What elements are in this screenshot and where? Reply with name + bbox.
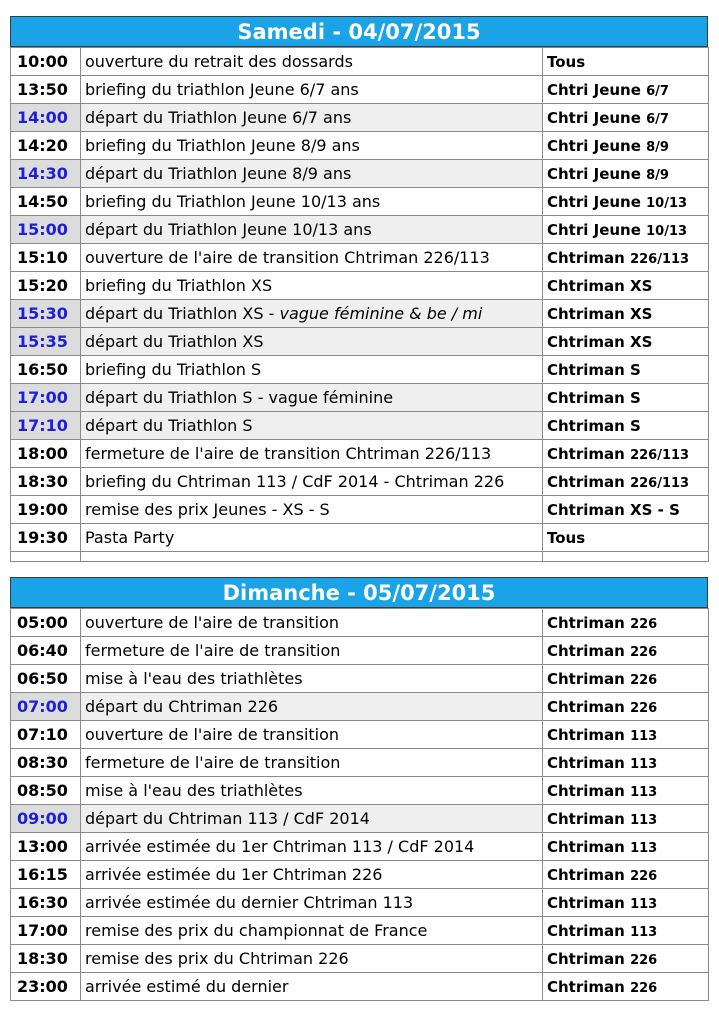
row-time: 16:15 (11, 861, 81, 889)
row-time: 06:50 (11, 665, 81, 693)
row-participants (543, 496, 709, 524)
row-description (81, 48, 543, 76)
schedule-row (11, 833, 709, 861)
schedule-row (11, 609, 709, 637)
schedule-row (11, 384, 709, 412)
participants-label: Chtriman (547, 444, 625, 463)
participants-label: Chtriman (547, 248, 625, 267)
row-time: 17:00 (11, 384, 81, 412)
row-description (81, 496, 543, 524)
row-description-text: ouverture de l'aire de transition (85, 613, 340, 632)
participants-label: Chtri Jeune (547, 164, 641, 183)
row-participants (543, 356, 709, 384)
row-description (81, 861, 543, 889)
row-description (81, 244, 543, 272)
participants-label: Chtriman (547, 977, 625, 996)
row-description-text: briefing du Triathlon XS (85, 276, 273, 295)
schedule-row (11, 300, 709, 328)
row-participants (543, 945, 709, 973)
participants-label: Chtriman (547, 921, 625, 940)
participants-label: Chtriman (547, 837, 625, 856)
row-time: 18:30 (11, 945, 81, 973)
spacer-cell (81, 552, 543, 562)
participants-category: 6/7 (646, 111, 669, 127)
row-description-text: arrivée estimée du dernier Chtriman 113 (85, 893, 414, 912)
row-description-text: ouverture de l'aire de transition Chtriman 226/113 (85, 248, 490, 267)
row-time: 10:00 (11, 48, 81, 76)
row-time: 07:00 (11, 693, 81, 721)
row-participants (543, 693, 709, 721)
sunday-header: Dimanche - 05/07/2015 (10, 577, 708, 608)
participants-category: 8/9 (646, 139, 669, 155)
schedule-row (11, 665, 709, 693)
row-participants (543, 973, 709, 1001)
schedule-row (11, 637, 709, 665)
participants-category: 226 (630, 980, 658, 996)
row-description-text: remise des prix Jeunes - XS - S (85, 500, 330, 519)
row-description-text: départ du Chtriman 113 / CdF 2014 (85, 809, 370, 828)
row-time: 19:30 (11, 524, 81, 552)
participants-label: Chtriman S (547, 388, 641, 407)
row-description (81, 721, 543, 749)
row-description (81, 104, 543, 132)
row-description-text: briefing du Triathlon S (85, 360, 262, 379)
row-time: 07:10 (11, 721, 81, 749)
schedule-row (11, 917, 709, 945)
row-description-text: briefing du triathlon Jeune 6/7 ans (85, 80, 359, 99)
row-participants (543, 412, 709, 440)
schedule-row (11, 244, 709, 272)
row-description (81, 300, 543, 328)
row-description (81, 917, 543, 945)
row-description-text: fermeture de l'aire de transition Chtriman 226/113 (85, 444, 492, 463)
participants-category: 226 (630, 616, 658, 632)
participants-category: 226/113 (630, 251, 690, 267)
row-time: 15:20 (11, 272, 81, 300)
schedule-row (11, 693, 709, 721)
participants-category: 226/113 (630, 475, 690, 491)
row-description-text: mise à l'eau des triathlètes (85, 669, 303, 688)
row-participants (543, 104, 709, 132)
schedule-row (11, 861, 709, 889)
row-description-text: arrivée estimé du dernier (85, 977, 289, 996)
row-participants (543, 300, 709, 328)
row-participants (543, 216, 709, 244)
row-description-text: ouverture du retrait des dossards (85, 52, 353, 71)
schedule-row (11, 496, 709, 524)
row-time: 15:35 (11, 328, 81, 356)
row-participants (543, 805, 709, 833)
row-description-text: départ du Chtriman 226 (85, 697, 279, 716)
row-description (81, 216, 543, 244)
row-description (81, 160, 543, 188)
row-description (81, 272, 543, 300)
row-time: 14:20 (11, 132, 81, 160)
row-description (81, 188, 543, 216)
row-description (81, 805, 543, 833)
spacer-cell (543, 552, 709, 562)
participants-label: Chtriman S (547, 416, 641, 435)
row-description (81, 384, 543, 412)
row-time: 13:50 (11, 76, 81, 104)
schedule-row (11, 973, 709, 1001)
participants-label: Chtriman (547, 753, 625, 772)
schedule-row (11, 160, 709, 188)
schedule-row (11, 328, 709, 356)
participants-category: 113 (630, 784, 658, 800)
row-description (81, 973, 543, 1001)
participants-category: 10/13 (646, 223, 688, 239)
row-description (81, 468, 543, 496)
row-description (81, 412, 543, 440)
row-time: 08:50 (11, 777, 81, 805)
row-description (81, 356, 543, 384)
spacer-row (11, 552, 709, 562)
row-description-text: départ du Triathlon Jeune 6/7 ans (85, 108, 352, 127)
row-description (81, 132, 543, 160)
row-participants (543, 524, 709, 552)
row-description-text: départ du Triathlon Jeune 8/9 ans (85, 164, 352, 183)
participants-category: 113 (630, 756, 658, 772)
participants-category: 226/113 (630, 447, 690, 463)
row-participants (543, 188, 709, 216)
row-description (81, 524, 543, 552)
row-time: 08:30 (11, 749, 81, 777)
row-time: 15:10 (11, 244, 81, 272)
row-participants (543, 749, 709, 777)
participants-label: Chtriman (547, 669, 625, 688)
participants-category: 226 (630, 700, 658, 716)
row-description-text: ouverture de l'aire de transition (85, 725, 340, 744)
row-participants (543, 833, 709, 861)
participants-label: Chtri Jeune (547, 80, 641, 99)
schedule-row (11, 188, 709, 216)
row-description-text: départ du Triathlon XS (85, 332, 264, 351)
schedule-row (11, 777, 709, 805)
schedule-row (11, 132, 709, 160)
row-participants (543, 160, 709, 188)
saturday-header: Samedi - 04/07/2015 (10, 16, 708, 47)
row-description (81, 440, 543, 468)
row-time: 09:00 (11, 805, 81, 833)
participants-label: Chtriman (547, 697, 625, 716)
row-participants (543, 777, 709, 805)
schedule-row (11, 524, 709, 552)
schedule-row (11, 749, 709, 777)
row-participants (543, 132, 709, 160)
row-time: 19:00 (11, 496, 81, 524)
row-time: 05:00 (11, 609, 81, 637)
row-participants (543, 468, 709, 496)
row-time: 15:30 (11, 300, 81, 328)
row-time: 16:30 (11, 889, 81, 917)
schedule-row (11, 805, 709, 833)
row-participants (543, 889, 709, 917)
participants-category: 113 (630, 896, 658, 912)
row-time: 18:00 (11, 440, 81, 468)
schedule-row (11, 104, 709, 132)
saturday-schedule (10, 16, 708, 562)
row-participants (543, 48, 709, 76)
participants-category: 10/13 (646, 195, 688, 211)
participants-category: 226 (630, 644, 658, 660)
saturday-table (10, 47, 709, 562)
row-description (81, 76, 543, 104)
schedule-row (11, 468, 709, 496)
participants-label: Chtriman (547, 949, 625, 968)
row-participants (543, 637, 709, 665)
participants-label: Chtriman XS (547, 276, 653, 295)
row-time: 14:50 (11, 188, 81, 216)
participants-category: 6/7 (646, 83, 669, 99)
row-participants (543, 328, 709, 356)
row-description (81, 833, 543, 861)
row-description (81, 328, 543, 356)
sunday-schedule (10, 577, 708, 1001)
row-description (81, 665, 543, 693)
row-participants (543, 384, 709, 412)
row-time: 14:30 (11, 160, 81, 188)
row-participants (543, 721, 709, 749)
row-description-text: briefing du Triathlon Jeune 10/13 ans (85, 192, 381, 211)
row-description (81, 609, 543, 637)
spacer-cell (11, 552, 81, 562)
participants-category: 226 (630, 952, 658, 968)
participants-label: Chtriman (547, 613, 625, 632)
participants-category: 113 (630, 728, 658, 744)
participants-label: Chtriman XS - S (547, 500, 680, 519)
row-participants (543, 244, 709, 272)
participants-label: Chtriman XS (547, 332, 653, 351)
row-description-text: remise des prix du Chtriman 226 (85, 949, 349, 968)
row-participants (543, 665, 709, 693)
row-description (81, 749, 543, 777)
row-time: 17:10 (11, 412, 81, 440)
participants-label: Tous (547, 52, 586, 71)
row-participants (543, 609, 709, 637)
participants-label: Chtri Jeune (547, 136, 641, 155)
schedule-row (11, 216, 709, 244)
row-description-text: mise à l'eau des triathlètes (85, 781, 303, 800)
row-description-text: fermeture de l'aire de transition (85, 641, 341, 660)
row-time: 15:00 (11, 216, 81, 244)
row-time: 06:40 (11, 637, 81, 665)
participants-label: Chtriman (547, 472, 625, 491)
participants-label: Chtriman (547, 781, 625, 800)
schedule-row (11, 721, 709, 749)
participants-category: 8/9 (646, 167, 669, 183)
row-description-text: départ du Triathlon S (85, 416, 253, 435)
row-time: 16:50 (11, 356, 81, 384)
row-participants (543, 76, 709, 104)
row-description-italic: vague féminine & be / mi (279, 304, 483, 323)
row-time: 14:00 (11, 104, 81, 132)
row-description (81, 777, 543, 805)
participants-category: 113 (630, 924, 658, 940)
row-description-text: Pasta Party (85, 528, 175, 547)
participants-category: 226 (630, 672, 658, 688)
row-description-text: départ du Triathlon Jeune 10/13 ans (85, 220, 372, 239)
schedule-row (11, 356, 709, 384)
participants-category: 113 (630, 812, 658, 828)
participants-label: Chtri Jeune (547, 220, 641, 239)
row-description-text: départ du Triathlon S - vague féminine (85, 388, 394, 407)
row-description (81, 889, 543, 917)
row-description-text: arrivée estimée du 1er Chtriman 226 (85, 865, 383, 884)
participants-label: Chtriman (547, 865, 625, 884)
schedule-row (11, 889, 709, 917)
row-description (81, 637, 543, 665)
participants-category: 113 (630, 840, 658, 856)
participants-label: Chtriman S (547, 360, 641, 379)
schedule-row (11, 76, 709, 104)
schedule-row (11, 272, 709, 300)
schedule-row (11, 945, 709, 973)
row-time: 23:00 (11, 973, 81, 1001)
participants-label: Chtriman (547, 809, 625, 828)
schedule-row (11, 440, 709, 468)
row-participants (543, 272, 709, 300)
schedule-row (11, 48, 709, 76)
participants-label: Chtriman (547, 725, 625, 744)
row-time: 13:00 (11, 833, 81, 861)
row-description-text: arrivée estimée du 1er Chtriman 113 / CdF 2014 (85, 837, 475, 856)
row-participants (543, 861, 709, 889)
participants-label: Chtriman (547, 893, 625, 912)
row-participants (543, 440, 709, 468)
row-description-text: fermeture de l'aire de transition (85, 753, 341, 772)
participants-label: Chtriman (547, 641, 625, 660)
row-participants (543, 917, 709, 945)
participants-label: Chtri Jeune (547, 192, 641, 211)
row-description-text: briefing du Triathlon Jeune 8/9 ans (85, 136, 360, 155)
schedule-row (11, 412, 709, 440)
row-description (81, 945, 543, 973)
participants-label: Chtri Jeune (547, 108, 641, 127)
row-description (81, 693, 543, 721)
row-time: 17:00 (11, 917, 81, 945)
sunday-table (10, 608, 709, 1001)
row-time: 18:30 (11, 468, 81, 496)
row-description-text: départ du Triathlon XS - (85, 304, 280, 323)
row-description-text: remise des prix du championnat de France (85, 921, 428, 940)
participants-label: Tous (547, 528, 586, 547)
participants-label: Chtriman XS (547, 304, 653, 323)
row-description-text: briefing du Chtriman 113 / CdF 2014 - Chtriman 226 (85, 472, 505, 491)
participants-category: 226 (630, 868, 658, 884)
